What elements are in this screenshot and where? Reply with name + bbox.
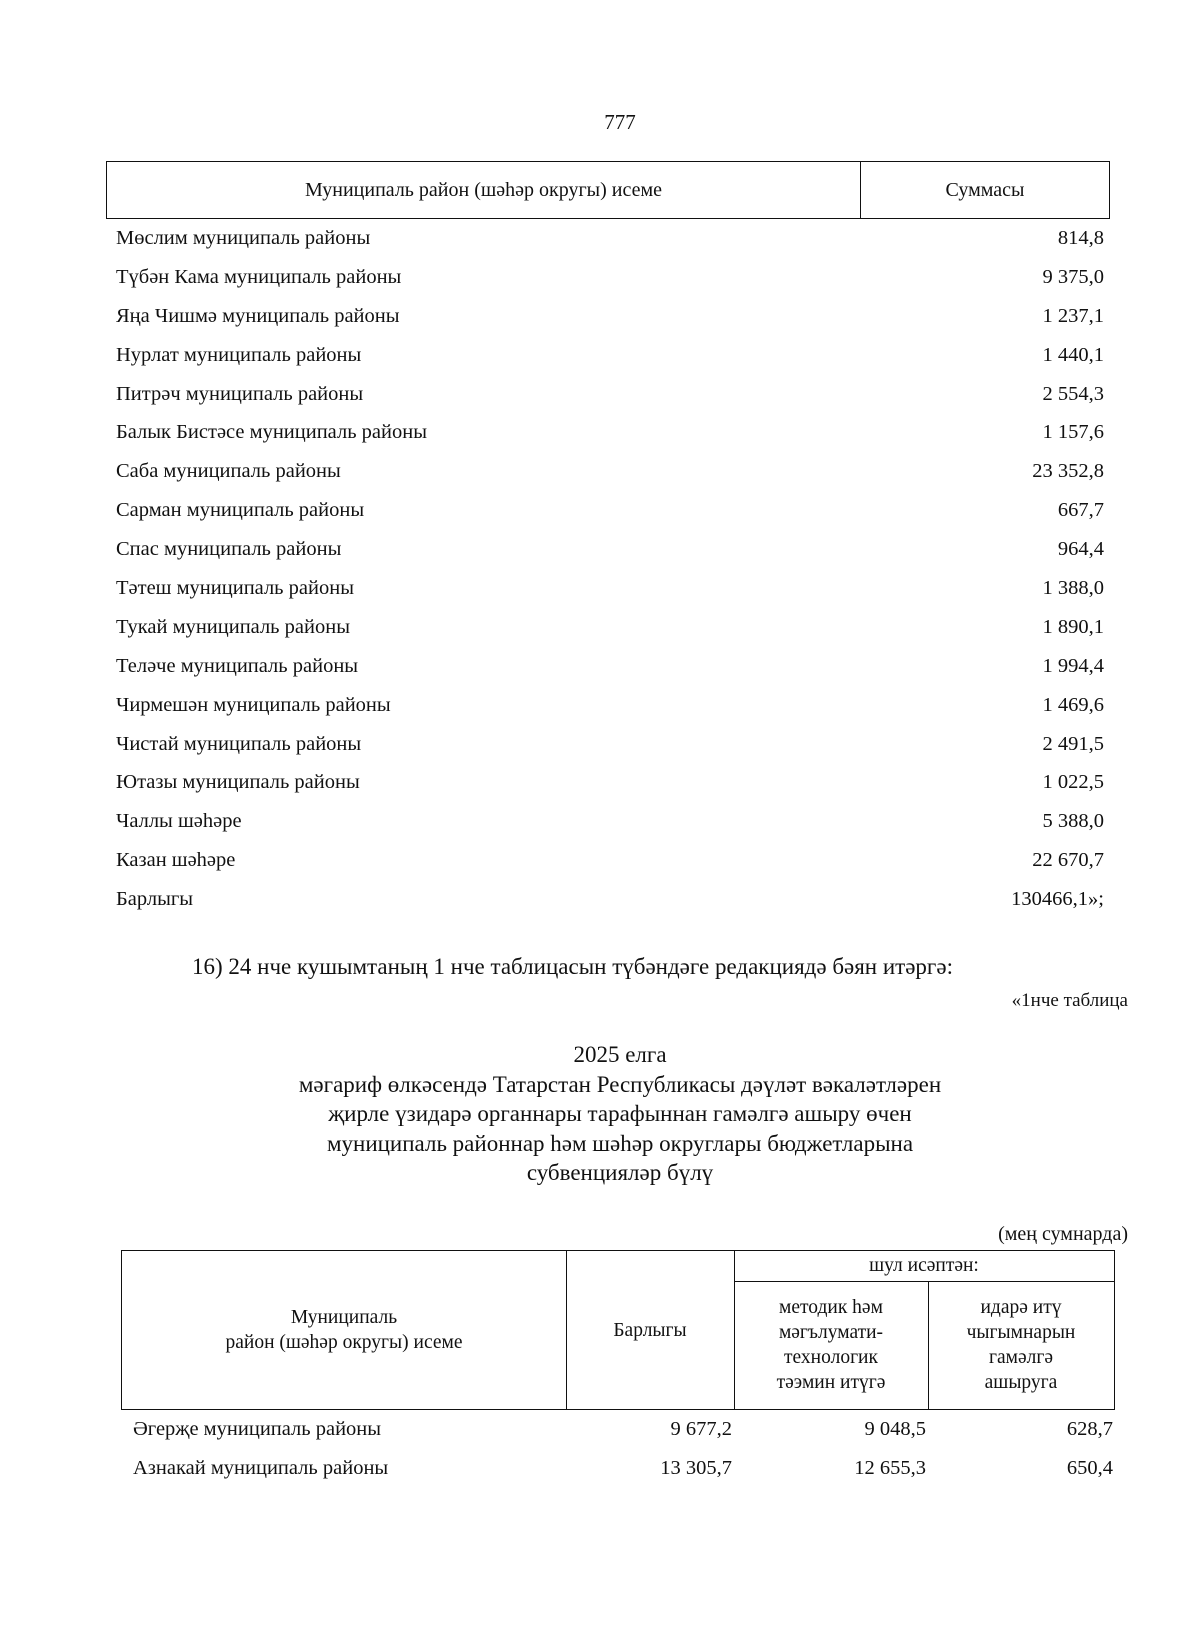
header-line: чыгымнарын [966, 1322, 1076, 1343]
table-row [116, 725, 1104, 764]
admin-value: 628,7 [1066, 1418, 1113, 1440]
table-row [116, 452, 1104, 491]
table-row [116, 763, 1104, 802]
units-note: (мең сумнарда) [998, 1223, 1128, 1245]
table2-header-name [122, 1251, 567, 1409]
district-name: Чаллы шәһәре [116, 810, 242, 833]
district-sum: 9 375,0 [1042, 265, 1104, 288]
district-name: Питрәч муниципаль районы [116, 382, 364, 405]
table2-body [133, 1410, 1113, 1488]
title-line: муниципаль районнар һәм шәһәр округлары бюджетларына [326, 1130, 914, 1156]
methodical-value: 12 655,3 [854, 1457, 926, 1479]
district-name: Азнакай муниципаль районы [133, 1457, 389, 1479]
table1-header-name: Муниципаль район (шәһәр округы) исеме [107, 162, 861, 218]
district-sum: 814,8 [1057, 226, 1104, 249]
district-sum: 1 469,6 [1042, 693, 1104, 716]
table2-header [121, 1250, 1115, 1410]
table-row [116, 841, 1104, 880]
district-name: Тукай муниципаль районы [116, 615, 350, 638]
district-name: Саба муниципаль районы [116, 460, 341, 483]
table-row [116, 375, 1104, 414]
district-sum: 130466,1»; [1011, 888, 1104, 911]
district-name: Теләче муниципаль районы [116, 654, 359, 677]
district-sum: 667,7 [1057, 499, 1104, 522]
table-row [116, 608, 1104, 647]
table1-header [106, 161, 1110, 219]
table1-body [116, 219, 1104, 919]
district-sum: 964,4 [1057, 538, 1104, 561]
table-row [116, 258, 1104, 297]
header-line: гамәлгә [988, 1347, 1054, 1368]
table-row [116, 336, 1104, 375]
instruction-paragraph: 16) 24 нче кушымтаның 1 нче таблицасын түбәндәге редакциядә бәян итәргә: [192, 954, 953, 979]
title-line: мәгариф өлкәсендә Татарстан Республикасы дәүләт вәкаләтләрен [298, 1071, 942, 1097]
table-row [133, 1410, 1113, 1449]
header-line: идарә итү [980, 1297, 1062, 1318]
header-name-line2: район (шәһәр округы) исеме [225, 1332, 463, 1353]
table-row [116, 530, 1104, 569]
header-line: технологик [783, 1347, 878, 1368]
district-sum: 23 352,8 [1032, 460, 1104, 483]
table2-header-admin [928, 1281, 1114, 1409]
district-name: Әгерҗе муниципаль районы [133, 1418, 382, 1440]
district-name: Яңа Чишмә муниципаль районы [116, 304, 400, 327]
total-value: 9 677,2 [670, 1418, 732, 1440]
district-sum: 1 237,1 [1042, 304, 1104, 327]
district-name: Нурлат муниципаль районы [116, 343, 362, 366]
table-row [116, 297, 1104, 336]
district-name: Казан шәһәре [116, 849, 236, 872]
district-name: Балык Бистәсе муниципаль районы [116, 421, 427, 444]
table2-title [200, 1040, 1040, 1188]
district-name: Чирмешән муниципаль районы [116, 693, 391, 716]
table-row [116, 491, 1104, 530]
title-line: җирле үзидарә органнары тарафыннан гамәлгә ашыру өчен [328, 1101, 912, 1126]
district-sum: 1 440,1 [1042, 343, 1104, 366]
district-name: Мөслим муниципаль районы [116, 226, 371, 249]
table2-header-methodical [734, 1281, 929, 1409]
table2-header-including: шул исәптән: [734, 1251, 1114, 1282]
table-row [116, 219, 1104, 258]
district-sum: 1 022,5 [1042, 771, 1104, 794]
district-sum: 1 890,1 [1042, 615, 1104, 638]
district-sum: 2 491,5 [1042, 732, 1104, 755]
district-sum: 5 388,0 [1042, 810, 1104, 833]
admin-value: 650,4 [1066, 1457, 1113, 1479]
district-name: Спас муниципаль районы [116, 538, 342, 561]
header-line: методик һәм [779, 1297, 883, 1318]
table-row [116, 647, 1104, 686]
district-name: Ютазы муниципаль районы [116, 771, 360, 794]
district-sum: 2 554,3 [1042, 382, 1104, 405]
district-name: Түбән Кама муниципаль районы [116, 265, 402, 288]
title-line: субвенцияләр бүлү [526, 1160, 714, 1185]
district-sum: 1 388,0 [1042, 576, 1104, 599]
district-sum: 22 670,7 [1032, 849, 1104, 872]
table-row [116, 413, 1104, 452]
total-value: 13 305,7 [660, 1457, 732, 1479]
header-line: мәгълумати- [778, 1322, 884, 1343]
district-name: Барлыгы [116, 888, 194, 911]
table-row [133, 1449, 1113, 1488]
table-reference: «1нче таблица [1011, 990, 1128, 1011]
title-line: 2025 елга [573, 1042, 667, 1067]
header-name-line1: Муниципаль [290, 1307, 398, 1328]
header-line: ашыруга [984, 1372, 1058, 1393]
header-line: тәэмин итүгә [776, 1372, 886, 1393]
methodical-value: 9 048,5 [864, 1418, 926, 1440]
district-sum: 1 157,6 [1042, 421, 1104, 444]
table1-header-sum: Суммасы [945, 178, 1025, 201]
table2-header-total: Барлыгы [566, 1251, 735, 1409]
table-row [116, 880, 1104, 919]
table-row [116, 802, 1104, 841]
district-sum: 1 994,4 [1042, 654, 1104, 677]
district-name: Чистай муниципаль районы [116, 732, 362, 755]
page-number: 777 [604, 110, 636, 134]
table-row [116, 569, 1104, 608]
district-name: Сарман муниципаль районы [116, 499, 365, 522]
table-row [116, 686, 1104, 725]
district-name: Тәтеш муниципаль районы [116, 576, 354, 599]
